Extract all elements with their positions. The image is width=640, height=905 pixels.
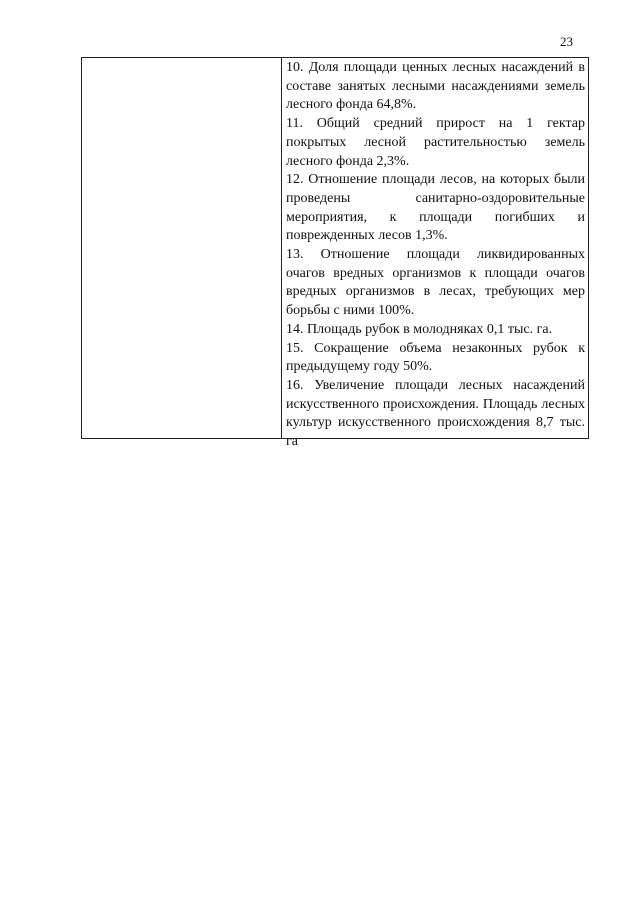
indicator-item-14: 14. Площадь рубок в молодняках 0,1 тыс. га.: [286, 321, 553, 337]
indicator-item-13: 13. Отношение площади ликвидированных очагов вредных организмов к площади очагов вредных организмов в лесах, требующих мер борьбы с ними 100%.: [286, 247, 585, 319]
indicator-item-16: 16. Увеличение площади лесных насаждений искусственного происхождения. Площадь лесных культур искусственного происхождения 8,7 тыс. га: [286, 377, 585, 450]
table-left-cell: [82, 58, 282, 438]
indicator-item-15: 15. Сокращение объема незаконных рубок к предыдущему году 50%.: [286, 340, 585, 375]
indicator-item-12: 12. Отношение площади лесов, на которых были проведены санитарно-оздоровительные мероприятия, к площади погибших и поврежденных лесов 1,3%.: [286, 172, 585, 244]
indicator-item-10: 10. Доля площади ценных лесных насаждений в составе занятых лесными насаждениями земель лесного фонда 64,8%.: [286, 60, 585, 113]
table-right-cell: [282, 58, 588, 450]
page-number: 23: [560, 34, 573, 49]
indicator-table: [81, 57, 589, 450]
indicator-item-11: 11. Общий средний прирост на 1 гектар покрытых лесной растительностью земель лесного фонда 2,3%.: [286, 116, 585, 169]
